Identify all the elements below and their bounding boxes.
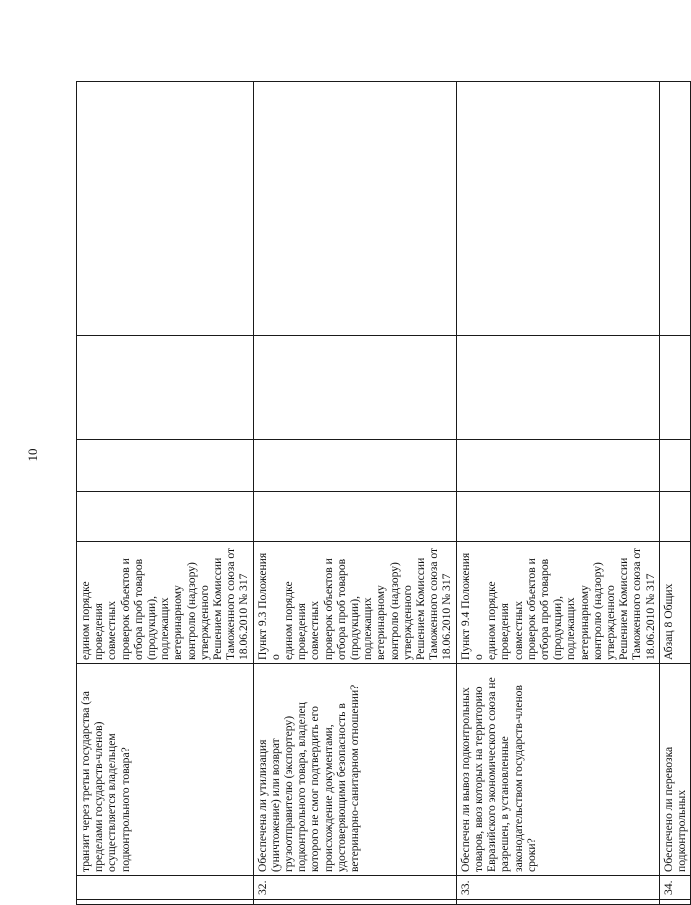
margin-cell — [253, 900, 456, 905]
question-cell: Обеспечено ли перевозка подконтрольных — [659, 664, 690, 876]
row-number: 34. — [659, 876, 690, 900]
answer-no-cell[interactable] — [77, 440, 254, 492]
table-row — [77, 82, 254, 905]
margin-cell — [659, 900, 690, 905]
row-number: 33. — [456, 876, 659, 900]
answer-yes-cell[interactable] — [659, 492, 690, 542]
reference-cell: Абзац 8 Общих — [659, 542, 690, 664]
note-cell[interactable] — [77, 82, 254, 336]
answer-no-cell[interactable] — [456, 440, 659, 492]
not-applicable-cell[interactable] — [659, 336, 690, 440]
not-applicable-cell[interactable] — [456, 336, 659, 440]
reference-cell: Пункт 9.4 Положения о едином порядке проведения совместных проверок объектов и отбора проб товаров (продукции), подлежащих ветеринарному контролю (надзору) утвержденного Решением Комиссии Таможенного союза от 18.06.2010 № 317 — [456, 542, 659, 664]
row-number: 32. — [253, 876, 456, 900]
reference-cell: едином порядке проведения совместных проверок объектов и отбора проб товаров (продукции), подлежащих ветеринарному контролю (надзору) утвержденного Решением Комиссии Таможенного союза от 18.06.2010 № 317 — [77, 542, 254, 664]
question-cell: транзит через третьи государства (за пределами государств-членов) осуществляется владельцем подконтрольного товара? — [77, 664, 254, 876]
not-applicable-cell[interactable] — [253, 336, 456, 440]
note-cell[interactable] — [456, 82, 659, 336]
answer-yes-cell[interactable] — [456, 492, 659, 542]
answer-yes-cell[interactable] — [253, 492, 456, 542]
answer-no-cell[interactable] — [659, 440, 690, 492]
table-row — [659, 82, 690, 905]
page-number: 10 — [24, 448, 40, 462]
table-row — [456, 82, 659, 905]
margin-cell — [77, 900, 254, 905]
margin-cell — [456, 900, 659, 905]
reference-cell: Пункт 9.3 Положения о едином порядке проведения совместных проверок объектов и отбора проб товаров (продукции), подлежащих ветеринарному контролю (надзору) утвержденного Решением Комиссии Таможенного союза от 18.06.2010 № 317 — [253, 542, 456, 664]
question-cell: Обеспечена ли утилизация (уничтожение) или возврат грузоотправителю (экспортеру) подконтрольного товара, владелец которого не смог подтвердить его происхождение документами, удостоверяющими безопасность в ветеринарно-санитарном отношении? — [253, 664, 456, 876]
answer-no-cell[interactable] — [253, 440, 456, 492]
question-cell: Обеспечен ли вывоз подконтрольных товаров, ввоз которых на территорию Евразийского экономического союза не разрешен, в установленные законодательством государств-членов сроки? — [456, 664, 659, 876]
note-cell[interactable] — [659, 82, 690, 336]
table-row — [253, 82, 456, 905]
note-cell[interactable] — [253, 82, 456, 336]
not-applicable-cell[interactable] — [77, 336, 254, 440]
rotated-table-wrapper — [76, 82, 688, 905]
answer-yes-cell[interactable] — [77, 492, 254, 542]
checklist-table — [76, 81, 691, 905]
row-number — [77, 876, 254, 900]
